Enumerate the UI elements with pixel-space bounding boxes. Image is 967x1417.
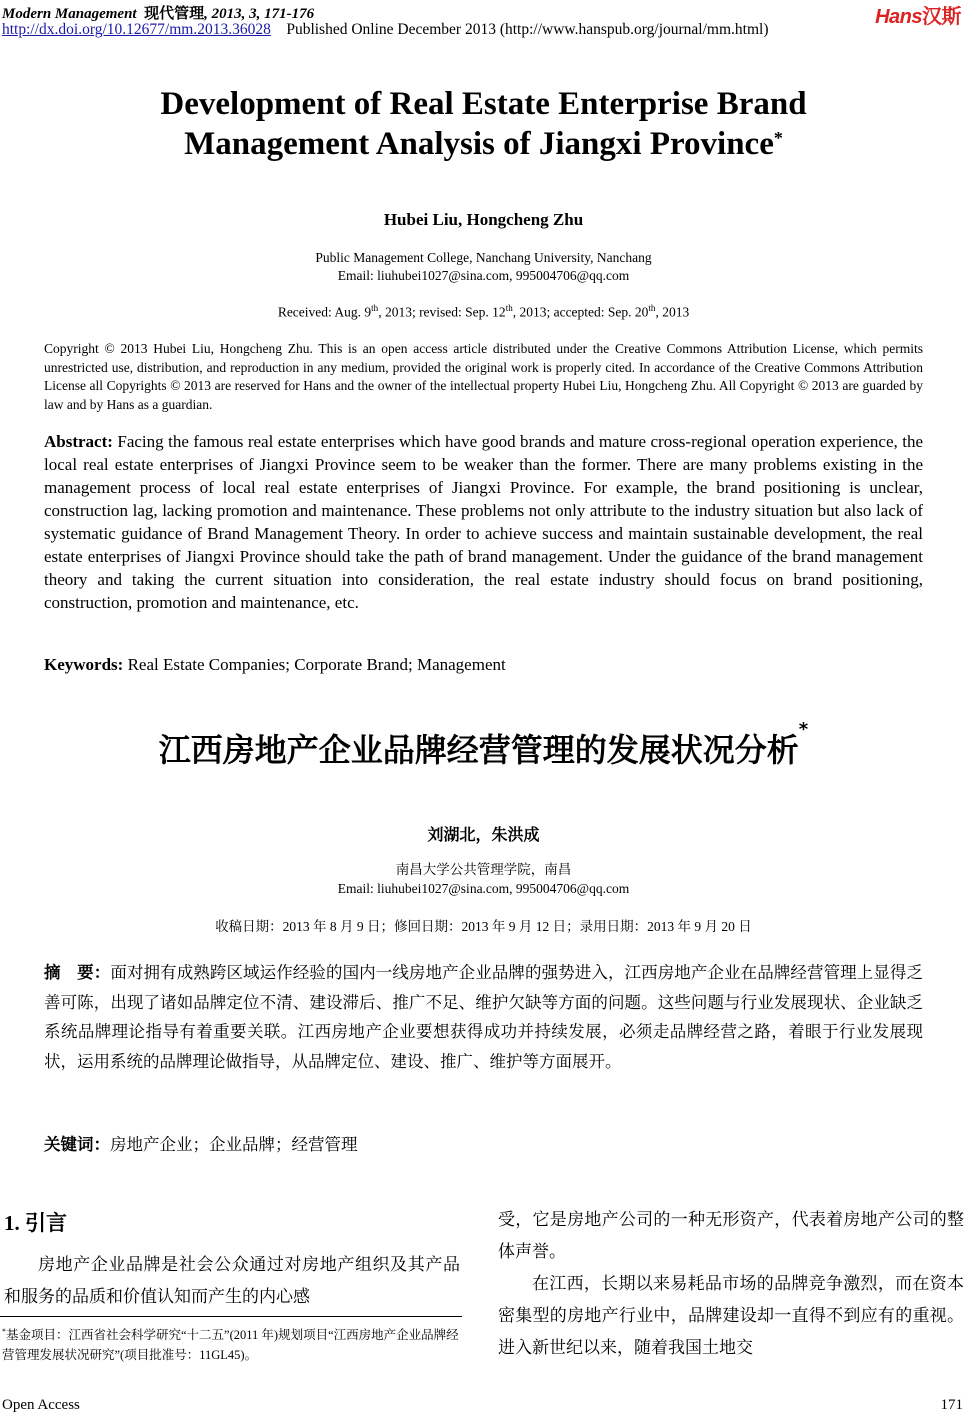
abstract	[44, 430, 923, 614]
chinese-affiliation: 南昌大学公共管理学院，南昌 Email: liuhubei1027@sina.com, 995004706@qq.com	[337, 862, 630, 896]
journal-name: Modern Management	[2, 6, 137, 22]
received-dates: Received: Aug. 9th, 2013; revised: Sep. 12th, 2013; accepted: Sep. 20th, 2013	[277, 303, 690, 320]
journal-header	[2, 2, 314, 23]
left-column-paragraph: 房地产企业品牌是社会公众通过对房地产组织及其产品和服务的品质和价值认知而产生的内心感	[4, 1255, 460, 1306]
right-paragraph-2: 在江西，长期以来易耗品市场的品牌竞争激烈，而在资本密集型的房地产行业中，品牌建设却一直得不到应有的重视。进入新世纪以来，随着我国土地交	[498, 1274, 964, 1357]
footer-open-access: Open Access	[2, 1397, 80, 1413]
footnote-rule	[0, 1316, 462, 1317]
chinese-title: 江西房地产企业品牌经营管理的发展状况分析*	[158, 719, 809, 769]
page-number: 171	[940, 1397, 963, 1413]
copyright-notice: Copyright © 2013 Hubei Liu, Hongcheng Zhu. This is an open access article distributed under the Creative Commons Attribution License, which permits unrestricted use, distribution, and reproduction in any medium, provided the original work is properly cited. In accordance of the Creative Commons Attribution License all Copyrights © 2013 are reserved for Hans and the owner of the intellectual property Hubei Liu, Hongcheng Zhu. All Copyright © 2013 are guarded by law and by Hans as a guardian.	[44, 341, 923, 412]
right-column	[498, 1204, 964, 1364]
journal-name-cn: 现代管理	[144, 6, 205, 22]
paper-title: Development of Real Estate Enterprise Brand Management Analysis of Jiangxi Province*	[160, 86, 807, 162]
hans-logo: Hans汉斯	[875, 6, 961, 28]
abstract-text: Facing the famous real estate enterprises which have good brands and mature cross-regional operation experience, the local real estate enterprises of Jiangxi Province seem to be weaker than the former. There are many problems existing in the management process of local real estate enterprises of Jiangxi Province. For example, the brand positioning is unclear, construction lag, lacking promotion and maintenance. These problems not only attribute to the industry situation but also lack of systematic guidance of Brand Management Theory. In order to achieve success and maintain sustainable development, the real estate enterprises of Jiangxi Province should take the path of brand management. Under the guidance of the brand management theory and taking the current situation into consideration, the real estate industry should focus on brand positioning, construction, promotion and maintenance, etc.	[44, 432, 923, 612]
chinese-keywords: 关键词：房地产企业；企业品牌；经营管理	[44, 1135, 358, 1154]
footnote: *基金项目：江西省社会科学研究“十二五”(2011 年)规划项目“江西房地产企业品牌经营管理发展状况研究”(项目批准号：11GL45)。	[2, 1327, 459, 1363]
publication-line	[2, 21, 769, 39]
title-footnote-mark: *	[773, 128, 783, 148]
keywords: Keywords: Real Estate Companies; Corporate Brand; Management	[44, 655, 506, 674]
authors: Hubei Liu, Hongcheng Zhu	[383, 210, 584, 229]
chinese-authors: 刘湖北，朱洪成	[427, 827, 540, 844]
published-info: Published Online December 2013 (http://www.hanspub.org/journal/mm.html)	[286, 21, 769, 38]
affiliation: Public Management College, Nanchang University, Nanchang Email: liuhubei1027@sina.com, 995004706@qq.com	[0, 249, 967, 285]
chinese-received-dates: 收稿日期：2013 年 8 月 9 日；修回日期：2013 年 9 月 12 日；录用日期：2013 年 9 月 20 日	[215, 919, 752, 934]
email: Email: liuhubei1027@sina.com, 995004706@qq.com	[337, 268, 630, 283]
abstract-label: Abstract:	[44, 432, 113, 451]
chinese-abstract: 摘 要：面对拥有成熟跨区域运作经验的国内一线房地产企业品牌的强势进入，江西房地产企业在品牌经营管理上显得乏善可陈，出现了诸如品牌定位不清、建设滞后、推广不足、维护欠缺等方面的问题。这些问题与行业发展现状、企业缺乏系统品牌理论指导有着重要关联。江西房地产企业要想获得成功并持续发展，必须走品牌经营之路，着眼于行业发展现状，运用系统的品牌理论做指导，从品牌定位、建设、推广、维护等方面展开。	[44, 963, 924, 1071]
citation: , 2013, 3, 171-176	[204, 6, 315, 22]
doi-link[interactable]: http://dx.doi.org/10.12677/mm.2013.36028	[2, 21, 271, 38]
section-heading: 1. 引言	[4, 1211, 67, 1235]
right-paragraph-1: 受，它是房地产公司的一种无形资产，代表着房地产公司的整体声誉。	[498, 1210, 964, 1261]
